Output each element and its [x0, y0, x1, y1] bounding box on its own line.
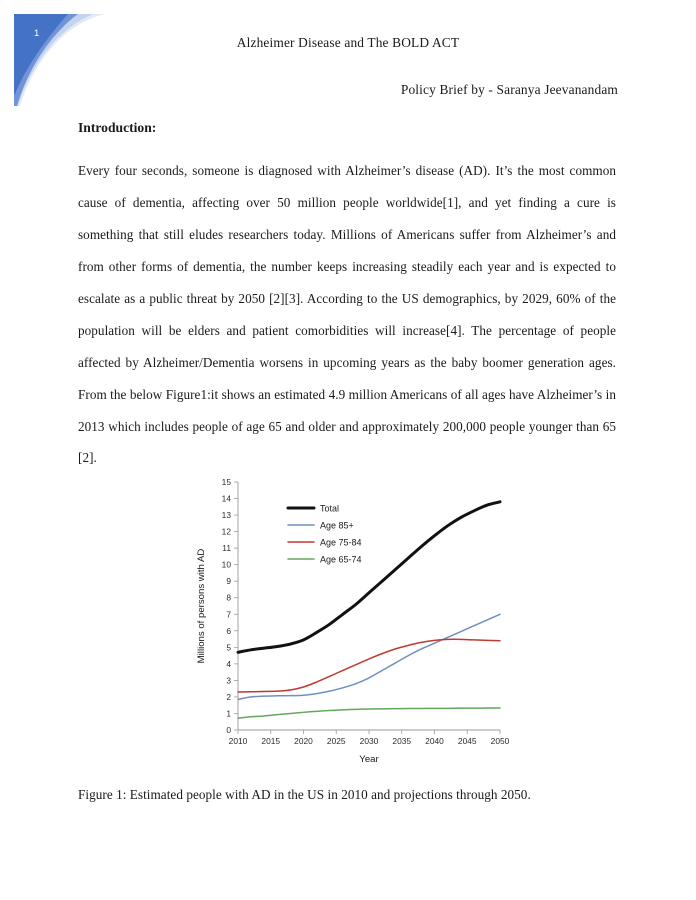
legend-label-2: Age 85+ [320, 520, 354, 531]
figure-caption: Figure 1: Estimated people with AD in the US in 2010 and projections through 2050. [78, 787, 531, 802]
figure-chart [190, 472, 510, 782]
y-axis-tick-label: 9 [226, 576, 231, 587]
legend-label-3: Age 75-84 [320, 537, 362, 548]
x-axis-title: Year [359, 754, 379, 765]
y-axis-tick-label: 10 [221, 559, 231, 570]
corner-decoration [14, 14, 106, 106]
x-axis-tick-label: 2030 [359, 736, 379, 746]
y-axis-tick-label: 5 [226, 642, 231, 653]
y-axis-tick-label: 12 [221, 526, 231, 537]
section-heading-introduction: Introduction: [78, 120, 157, 135]
y-axis-tick-label: 7 [226, 609, 231, 620]
x-axis-tick-label: 2020 [294, 736, 313, 746]
y-axis-tick-label: 15 [221, 477, 231, 487]
page-number: 1 [34, 28, 40, 39]
y-axis-tick-label: 11 [222, 543, 231, 554]
y-axis-tick-label: 3 [226, 675, 231, 686]
byline: Policy Brief by - Saranya Jeevanandam [400, 82, 618, 97]
chart-series-total [238, 502, 500, 652]
chart-series-age-65-74 [238, 708, 500, 718]
y-axis-tick-label: 2 [226, 691, 231, 702]
y-axis-tick-label: 8 [226, 592, 231, 603]
body-paragraph: Every four seconds, someone is diagnosed with Alzheimer’s disease (AD). It’s the most common cause of dementia, affecting over 50 million people worldwide[1], and yet finding a cure is something that still eludes researchers today. Millions of Americans suffer from Alzheimer’s and from other forms of dementia, the number keeps increasing steadily each year and is expected to escalate as a public threat by 2050 [2][3]. According to the US demographics, by 2029, 60% of the population will be elders and patient comorbidities will increase[4]. The percentage of people affected by Alzheimer/Dementia worsens in upcoming years as the baby boomer generation ages. From the below Figure1:it shows an estimated 4.9 million Americans of all ages have Alzheimer’s in 2013 which includes people of age 65 and older and approximately 200,000 people younger than 65 [2]. [78, 163, 616, 466]
chart-series-age-85 [238, 614, 500, 699]
legend-label-4: Age 65-74 [320, 554, 362, 565]
x-axis-tick-label: 2045 [457, 736, 477, 746]
x-axis-tick-label: 2035 [392, 736, 412, 746]
y-axis-title: Millions of persons with AD [196, 548, 207, 664]
y-axis-tick-label: 13 [221, 510, 231, 521]
x-axis-tick-label: 2015 [261, 736, 281, 746]
x-axis-tick-label: 2050 [490, 736, 510, 746]
y-axis-tick-label: 0 [226, 725, 231, 735]
y-axis-tick-label: 14 [221, 493, 231, 504]
legend-label-1: Total [320, 503, 340, 514]
x-axis-tick-label: 2025 [326, 736, 346, 746]
y-axis-tick-label: 6 [226, 625, 231, 636]
y-axis-tick-label: 1 [226, 708, 231, 719]
page-title: Alzheimer Disease and The BOLD ACT [236, 35, 460, 50]
y-axis-tick-label: 4 [226, 658, 231, 669]
x-axis-tick-label: 2040 [425, 736, 444, 746]
x-axis-tick-label: 2010 [228, 736, 248, 746]
